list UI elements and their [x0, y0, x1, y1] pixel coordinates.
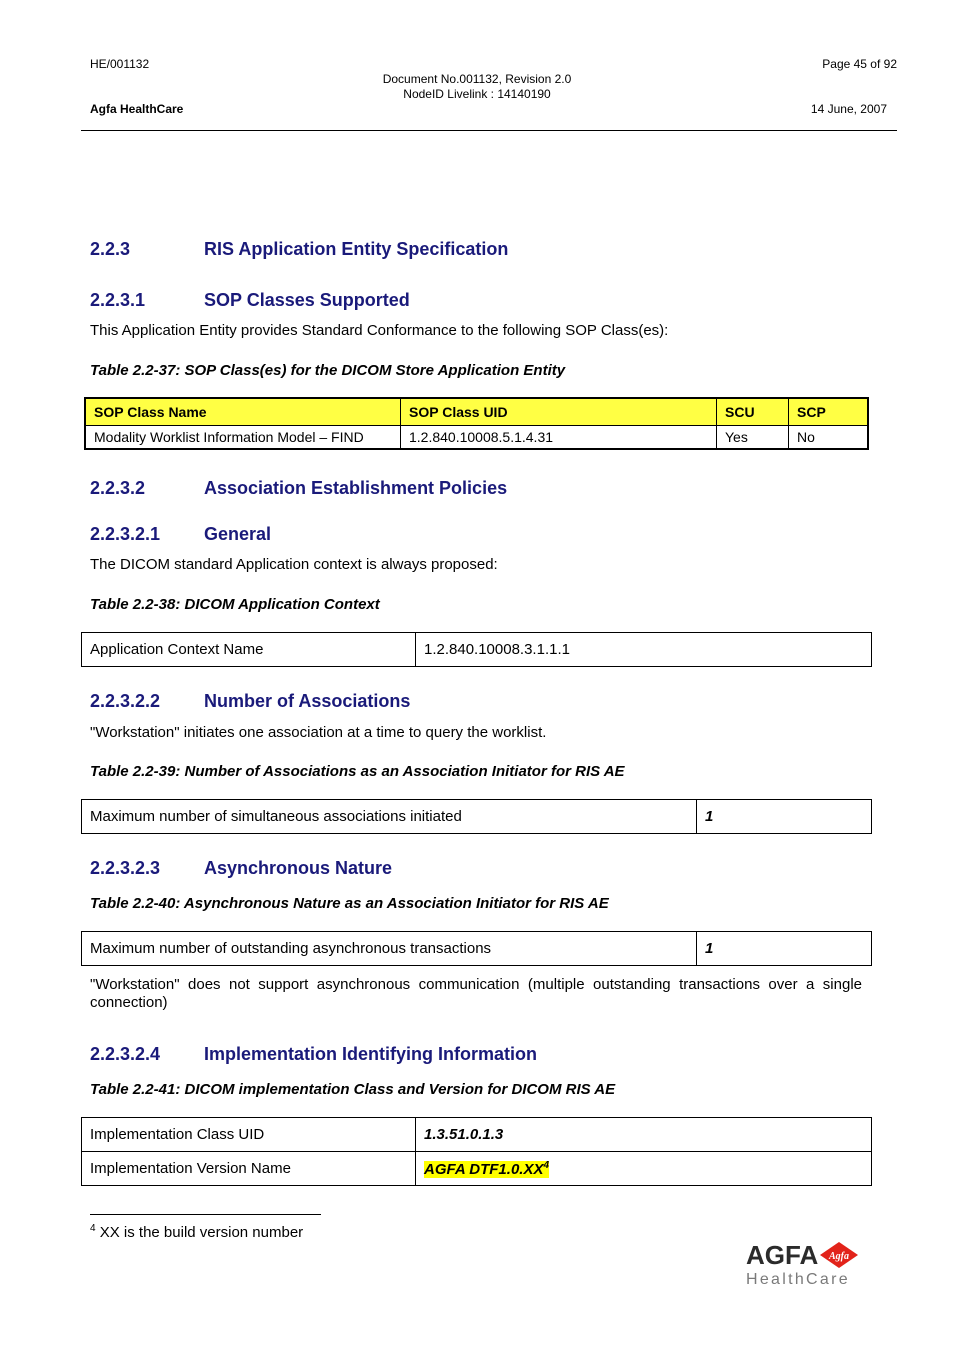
node-id: NodeID Livelink : 14140190: [403, 87, 551, 101]
paragraph-asynchronous: "Workstation" does not support asynchronous communication (multiple outstanding transactions over a single connection): [90, 976, 862, 1011]
table-row: [82, 633, 872, 667]
section-heading-2-2-3: [90, 238, 508, 260]
table-row: [82, 800, 872, 834]
cell-label: Implementation Class UID: [82, 1118, 416, 1152]
cell-label: Application Context Name: [82, 633, 416, 667]
paragraph-general: The DICOM standard Application context is always proposed:: [90, 556, 498, 573]
doc-id: HE/001132: [90, 57, 150, 71]
section-title: SOP Classes Supported: [204, 290, 410, 310]
section-number: 2.2.3.2.3: [90, 858, 161, 878]
footnote-rule: [90, 1214, 321, 1215]
agfa-logo-icon: [744, 1240, 864, 1290]
cell-value: 1.3.51.0.1.3: [416, 1118, 872, 1152]
document-date: 14 June, 2007: [810, 102, 887, 116]
section-number: 2.2.3.2.2: [90, 691, 161, 711]
cell-sop-class-name: Modality Worklist Information Model – FIND: [85, 426, 401, 450]
cell-value: 1: [697, 932, 872, 966]
agfa-healthcare-logo: [744, 1240, 864, 1290]
svg-text:AGFA: AGFA: [746, 1240, 819, 1270]
section-number: 2.2.3.1: [90, 290, 146, 310]
cell-scu: Yes: [717, 426, 789, 450]
version-name: AGFA DTF1.0.XX: [424, 1160, 544, 1178]
asynchronous-table: [81, 931, 872, 966]
cell-value: 1: [697, 800, 872, 834]
header-sop-class-name: SOP Class Name: [85, 398, 401, 426]
associations-table: [81, 799, 872, 834]
footnote-reference[interactable]: 4: [543, 1159, 550, 1171]
footnote-mark: 4: [90, 1223, 96, 1234]
sop-class-table: [84, 397, 869, 450]
cell-label: Maximum number of outstanding asynchronous transactions: [82, 932, 697, 966]
section-number: 2.2.3: [90, 239, 131, 259]
company-name: Agfa HealthCare: [90, 102, 184, 116]
section-heading-2-2-3-2-4: [90, 1043, 537, 1065]
cell-value: 1.2.840.10008.3.1.1.1: [416, 633, 872, 667]
cell-label: Maximum number of simultaneous associations initiated: [82, 800, 697, 834]
svg-text:HealthCare: HealthCare: [746, 1271, 850, 1288]
application-context-table: [81, 632, 872, 667]
table-row: [82, 1118, 872, 1152]
table-caption-37: Table 2.2-37: SOP Class(es) for the DICOM Store Application Entity: [90, 362, 566, 379]
section-title: Number of Associations: [204, 691, 411, 711]
table-caption-38: Table 2.2-38: DICOM Application Context: [90, 596, 380, 613]
section-heading-2-2-3-2-3: [90, 857, 392, 879]
document-number: Document No.001132, Revision 2.0: [382, 72, 572, 86]
cell-scp: No: [789, 426, 869, 450]
paragraph-associations: "Workstation" initiates one association at a time to query the worklist.: [90, 724, 547, 741]
table-row: [85, 426, 868, 450]
section-heading-2-2-3-1: [90, 289, 410, 311]
svg-text:Agfa: Agfa: [829, 1251, 849, 1262]
section-number: 2.2.3.2.1: [90, 524, 161, 544]
table-row: [82, 1152, 872, 1186]
paragraph-sop-intro: This Application Entity provides Standard Conformance to the following SOP Class(es):: [90, 322, 669, 339]
implementation-table: [81, 1117, 872, 1186]
table-caption-41: Table 2.2-41: DICOM implementation Class and Version for DICOM RIS AE: [90, 1081, 616, 1098]
section-number: 2.2.3.2: [90, 478, 146, 498]
section-title: Implementation Identifying Information: [204, 1044, 537, 1064]
section-heading-2-2-3-2-1: [90, 523, 271, 545]
header-scp: SCP: [789, 398, 869, 426]
table-caption-39: Table 2.2-39: Number of Associations as an Association Initiator for RIS AE: [90, 763, 625, 780]
page-number: Page 45 of 92: [822, 57, 897, 71]
cell-value: [416, 1152, 872, 1186]
header-sop-class-uid: SOP Class UID: [401, 398, 717, 426]
footnote: [90, 1220, 303, 1242]
header-scu: SCU: [717, 398, 789, 426]
section-number: 2.2.3.2.4: [90, 1044, 161, 1064]
footnote-text: XX is the build version number: [95, 1224, 304, 1241]
cell-sop-class-uid: 1.2.840.10008.5.1.4.31: [401, 426, 717, 450]
header-rule: [81, 130, 897, 131]
section-heading-2-2-3-2-2: [90, 690, 410, 712]
section-title: RIS Application Entity Specification: [204, 239, 509, 259]
table-row: [82, 932, 872, 966]
cell-label: Implementation Version Name: [82, 1152, 416, 1186]
section-title: General: [204, 524, 272, 544]
section-heading-2-2-3-2: [90, 477, 507, 499]
table-caption-40: Table 2.2-40: Asynchronous Nature as an Association Initiator for RIS AE: [90, 895, 609, 912]
version-name-highlight: [424, 1161, 549, 1178]
section-title: Association Establishment Policies: [204, 478, 508, 498]
section-title: Asynchronous Nature: [204, 858, 393, 878]
table-header-row: [85, 398, 868, 426]
